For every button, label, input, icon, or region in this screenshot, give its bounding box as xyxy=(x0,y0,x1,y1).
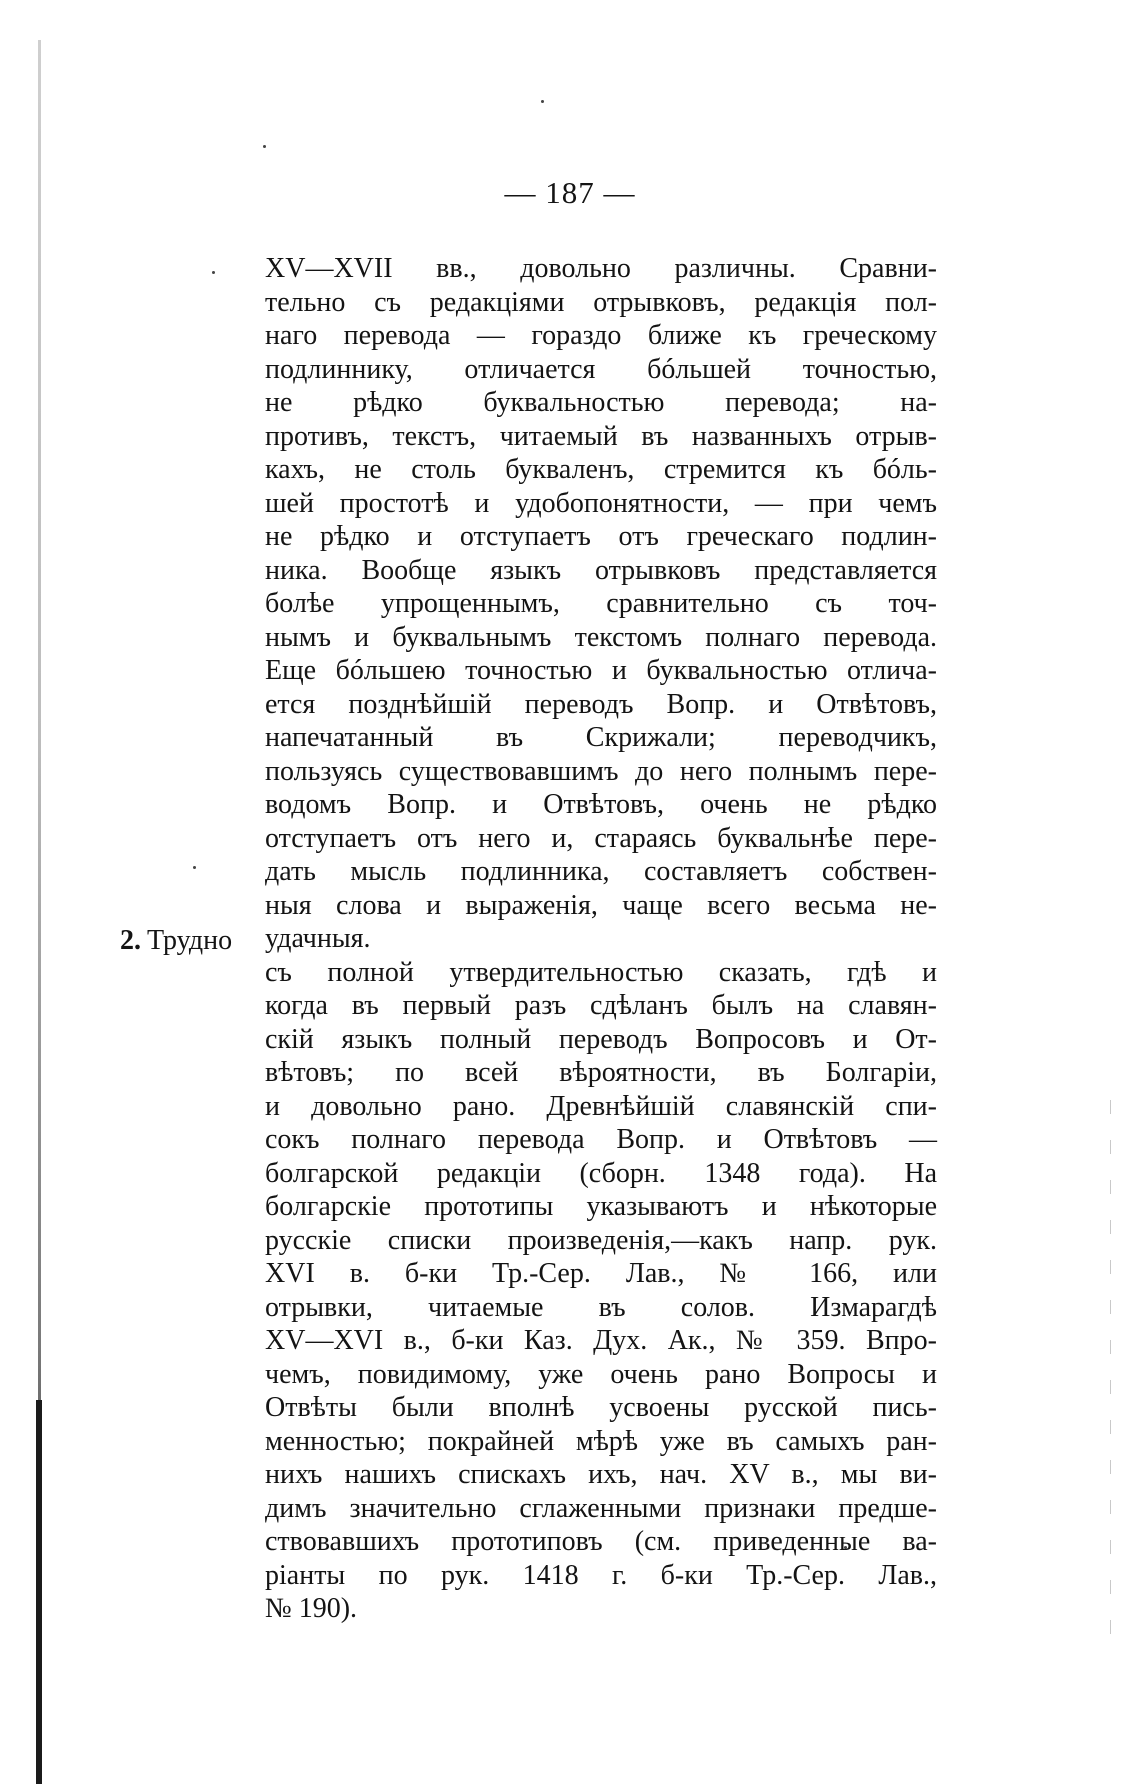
text-line: не рѣдко буквальностью перевода; на- xyxy=(265,387,937,418)
print-speck xyxy=(193,866,196,869)
text-line: димъ значительно сглаженными признаки предше- xyxy=(265,1492,937,1524)
item-number: 2. xyxy=(120,925,141,956)
text-line: не рѣдко и отступаетъ отъ греческаго подлин- xyxy=(265,521,937,552)
item-first-word: Трудно xyxy=(147,925,233,956)
text-line: Отвѣты были вполнѣ усвоены русской пись- xyxy=(265,1392,937,1423)
text-line: чемъ, повидимому, уже очень рано Вопросы и xyxy=(265,1358,937,1390)
text-line: наго перевода — гораздо ближе къ греческому xyxy=(265,320,937,351)
text-line: подлиннику, отличается бóльшей точностью, xyxy=(265,353,937,385)
text-line: когда въ первый разъ сдѣланъ былъ на славян- xyxy=(265,990,937,1021)
text-line: русскіе списки произведенія,—какъ напр. рук. xyxy=(265,1224,937,1256)
text-line: нымъ и буквальнымъ текстомъ полнаго перевода. xyxy=(265,621,937,653)
text-line: пользуясь существовавшимъ до него полнымъ пере- xyxy=(265,755,937,787)
print-speck xyxy=(541,100,544,103)
text-line: сокъ полнаго перевода Вопр. и Отвѣтовъ — xyxy=(265,1124,937,1155)
item-2-text xyxy=(265,956,937,1626)
text-line: вѣтовъ; по всей вѣроятности, въ Болгаріи, xyxy=(265,1057,937,1088)
page-edge-right-marks xyxy=(1110,1100,1111,1660)
page-number: — 187 — xyxy=(504,175,636,210)
paragraph-1 xyxy=(265,252,937,956)
text-line: XVI в. б-ки Тр.-Сер. Лав., № 166, или xyxy=(265,1258,937,1289)
print-speck xyxy=(263,145,266,148)
text-line: скій языкъ полный переводъ Вопросовъ и От- xyxy=(265,1023,937,1055)
text-line: ника. Вообще языкъ отрывковъ представляется xyxy=(265,554,937,586)
text-line: болгарскіе прототипы указываютъ и нѣкоторые xyxy=(265,1191,937,1222)
text-line: отступаетъ отъ него и, стараясь буквальнѣе пере- xyxy=(265,822,937,854)
item-2-label xyxy=(120,924,232,958)
text-line: нихъ нашихъ спискахъ ихъ, нач. XV в., мы ви- xyxy=(265,1459,937,1490)
text-line: отрывки, читаемые въ солов. Измарагдѣ xyxy=(265,1291,937,1323)
text-line: XV—XVI в., б-ки Каз. Дух. Ак., № 359. Впро- xyxy=(265,1325,937,1356)
print-speck xyxy=(212,271,215,274)
text-line: болгарской редакціи (сборн. 1348 года). На xyxy=(265,1157,937,1189)
text-line: напечатанный въ Скрижали; переводчикъ, xyxy=(265,722,937,753)
text-line: удачныя. xyxy=(265,923,371,954)
text-line: противъ, текстъ, читаемый въ названныхъ отрыв- xyxy=(265,420,937,452)
text-line: Еще бóльшею точностью и буквальностью отлича- xyxy=(265,655,937,686)
text-line: менностью; покрайней мѣрѣ уже въ самыхъ ран- xyxy=(265,1425,937,1457)
text-line: ріанты по рук. 1418 г. б-ки Тр.-Сер. Лав., xyxy=(265,1559,937,1591)
body-text xyxy=(265,252,937,1626)
text-line: ныя слова и выраженія, чаще всего весьма не- xyxy=(265,889,937,921)
text-line: ется позднѣйшій переводъ Вопр. и Отвѣтовъ, xyxy=(265,688,937,720)
text-line: XV—XVII вв., довольно различны. Сравни- xyxy=(265,253,937,284)
text-line: тельно съ редакціями отрывковъ, редакція пол- xyxy=(265,286,937,318)
text-line: съ полной утвердительностью сказать, гдѣ и xyxy=(265,956,937,988)
text-line: водомъ Вопр. и Отвѣтовъ, очень не рѣдко xyxy=(265,789,937,820)
text-line: № 190). xyxy=(265,1593,358,1624)
text-line: ствовавшихъ прототиповъ (см. приведенные ва- xyxy=(265,1526,937,1557)
text-line: дать мысль подлинника, составляетъ собствен- xyxy=(265,856,937,887)
text-line: шей простотѣ и удобопонятности, — при чемъ xyxy=(265,487,937,519)
text-line: болѣе упрощеннымъ, сравнительно съ точ- xyxy=(265,588,937,619)
page-edge-dark xyxy=(36,1400,42,1784)
text-line: и довольно рано. Древнѣйшій славянскій спи- xyxy=(265,1090,937,1122)
text-line: кахъ, не столь букваленъ, стремится къ бóль- xyxy=(265,454,937,485)
